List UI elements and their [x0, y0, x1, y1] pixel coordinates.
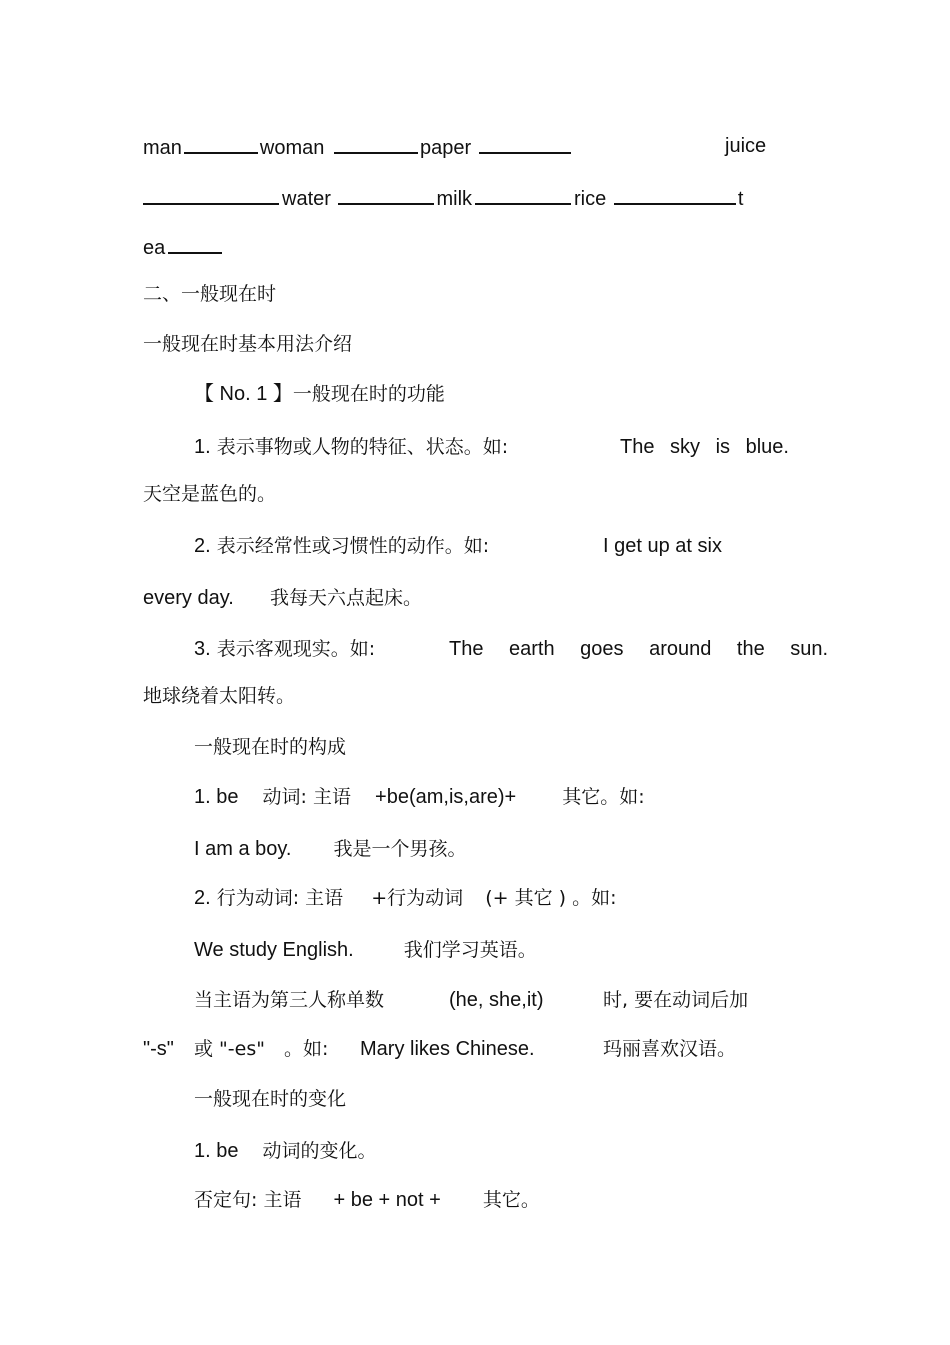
word-rice: rice [574, 188, 607, 210]
be-example-cn: 我是一个男孩。 [333, 838, 467, 860]
func3-text: 表示客观现实。如: [216, 638, 376, 660]
word-water: water [282, 188, 331, 210]
func1-line [194, 435, 508, 459]
exercise-line-2 [143, 185, 743, 211]
be-example [194, 837, 467, 861]
func3-example: The earth goes around the sun. [449, 638, 829, 660]
func1-example: The sky is blue. [620, 436, 789, 458]
be-rule-text2: 其它。如: [562, 786, 645, 808]
third-person-example-cn: 玛丽喜欢汉语。 [603, 1038, 737, 1060]
func2-num: 2. [194, 535, 211, 557]
word-ea: ea [143, 237, 166, 259]
func2-example-a: I get up at six [603, 535, 722, 557]
word-woman: woman [259, 137, 325, 159]
negative-label: 否定句: 主语 [194, 1189, 302, 1211]
func1-translation: 天空是蓝色的。 [143, 483, 277, 505]
func2-translation: 我每天六点起床。 [270, 587, 423, 609]
blank [168, 234, 222, 254]
verb-example [194, 938, 537, 962]
func2-line [194, 534, 489, 558]
third-person-line: 当主语为第三人称单数 [194, 989, 385, 1011]
func1-num: 1. [194, 436, 211, 458]
func3-num: 3. [194, 638, 211, 660]
negative-end: 其它。 [482, 1189, 540, 1211]
blank [614, 185, 736, 205]
exercise-line-3 [143, 234, 222, 260]
blank [479, 134, 571, 154]
func3-line [194, 637, 375, 661]
blank [184, 134, 258, 154]
func3-translation: 地球绕着太阳转。 [143, 685, 296, 707]
blank [143, 185, 279, 205]
be-rule-formula: +be(am,is,are)+ [375, 786, 517, 808]
negative-formula: + be + not + [333, 1189, 441, 1211]
be-rule-num: 1. be [194, 786, 239, 808]
negative-rule [194, 1188, 540, 1212]
be-example-en: I am a boy. [194, 838, 292, 860]
func2-example-b: every day. [143, 587, 234, 609]
word-milk: milk [436, 188, 473, 210]
structure-title: 一般现在时的构成 [194, 736, 347, 758]
be-change-num: 1. be [194, 1140, 239, 1162]
word-juice: juice [725, 135, 767, 157]
be-change [194, 1139, 377, 1163]
word-t: t [737, 188, 744, 210]
third-person-text2: 时, 要在动词后加 [603, 989, 749, 1011]
third-person-paren: (he, she,it) [449, 989, 544, 1011]
verb-rule-text1: 行为动词: 主语 [216, 887, 344, 909]
blank [334, 134, 418, 154]
no1-label: 【 No. 1 】 [194, 383, 293, 405]
verb-rule [194, 886, 616, 910]
word-paper: paper [419, 137, 472, 159]
word-man: man [143, 137, 182, 159]
verb-example-cn: 我们学习英语。 [403, 939, 537, 961]
verb-rule-num: 2. [194, 887, 211, 909]
verb-rule-formula: +行为动词 [371, 887, 464, 909]
func1-text: 表示事物或人物的特征、状态。如: [216, 436, 509, 458]
be-rule-text1: 动词: 主语 [262, 786, 351, 808]
third-person-s: "-s" [143, 1038, 174, 1060]
blank [338, 185, 434, 205]
blank [475, 185, 571, 205]
verb-rule-paren: (+ 其它 ) 。如: [485, 887, 617, 909]
exercise-line-1 [143, 134, 573, 160]
third-person-or: 或 "-es" [194, 1038, 265, 1060]
third-person-example-en: Mary likes Chinese. [360, 1038, 535, 1060]
be-change-text: 动词的变化。 [262, 1140, 377, 1162]
be-rule [194, 785, 645, 809]
section-heading: 二、一般现在时 [143, 283, 277, 305]
no1-heading [194, 382, 445, 406]
verb-example-en: We study English. [194, 939, 354, 961]
change-title: 一般现在时的变化 [194, 1088, 347, 1110]
third-person-ru: 。如: [284, 1038, 329, 1060]
func2-text: 表示经常性或习惯性的动作。如: [216, 535, 490, 557]
no1-title: 一般现在时的功能 [292, 383, 445, 405]
section-intro: 一般现在时基本用法介绍 [143, 333, 353, 355]
